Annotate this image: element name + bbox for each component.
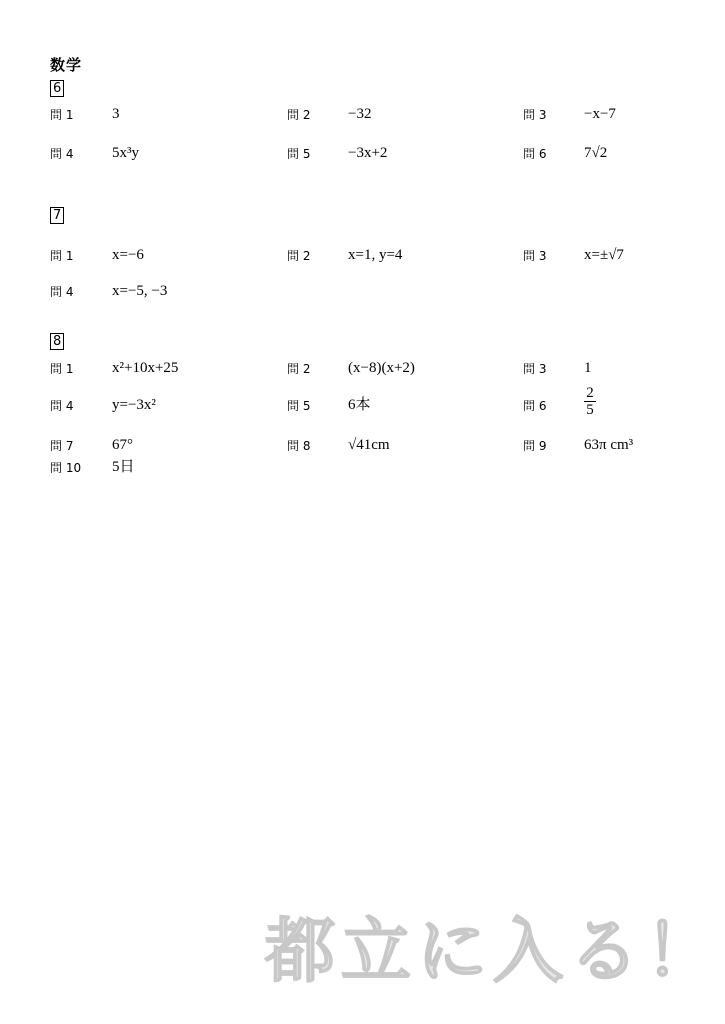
s8-q7-label: 問 7: [50, 439, 74, 453]
s8-q6-label: 問 6: [523, 399, 547, 413]
s8-q4-answer: y=−3x²: [112, 397, 156, 413]
s7-q3-label: 問 3: [523, 249, 547, 263]
s8-q2-answer: (x−8)(x+2): [348, 360, 415, 376]
s8-q8-answer: √41cm: [348, 437, 390, 453]
s8-q5-label: 問 5: [287, 399, 311, 413]
s6-q6-label: 問 6: [523, 147, 547, 161]
s6-q4-answer: 5x³y: [112, 145, 139, 161]
watermark: 都立に入る！: [265, 910, 721, 992]
section-7-number: 7: [50, 207, 64, 224]
s7-q1-answer: x=−6: [112, 247, 144, 263]
s7-q2-label: 問 2: [287, 249, 311, 263]
s7-q2-answer: x=1, y=4: [348, 247, 403, 263]
s6-q5-answer: −3x+2: [348, 145, 388, 161]
s8-q10-answer: 5日: [112, 459, 135, 475]
fraction-numerator: 2: [586, 385, 594, 401]
s6-q1-label: 問 1: [50, 108, 74, 122]
s6-q3-answer: −x−7: [584, 106, 616, 122]
section-8-number: 8: [50, 333, 64, 350]
s7-q1-label: 問 1: [50, 249, 74, 263]
s8-q9-label: 問 9: [523, 439, 547, 453]
s6-q4-label: 問 4: [50, 147, 74, 161]
s8-q2-label: 問 2: [287, 362, 311, 376]
s8-q3-label: 問 3: [523, 362, 547, 376]
s8-q1-label: 問 1: [50, 362, 74, 376]
s8-q7-answer: 67°: [112, 437, 133, 453]
s8-q9-answer: 63π cm³: [584, 437, 634, 453]
s8-q6-fraction: [584, 385, 596, 418]
s7-q4-label: 問 4: [50, 285, 74, 299]
s6-q5-label: 問 5: [287, 147, 311, 161]
s8-q10-label: 問 10: [50, 461, 82, 475]
s6-q6-answer: 7√2: [584, 145, 608, 161]
fraction-denominator: 5: [586, 402, 594, 418]
s6-q2-label: 問 2: [287, 108, 311, 122]
s8-q3-answer: 1: [584, 360, 592, 376]
s7-q4-answer: x=−5, −3: [112, 283, 168, 299]
section-6-number: 6: [50, 80, 64, 97]
s8-q5-answer: 6本: [348, 397, 371, 413]
s6-q3-label: 問 3: [523, 108, 547, 122]
page-title: 数学: [50, 56, 83, 74]
s7-q3-answer: x=±√7: [584, 247, 624, 263]
s8-q8-label: 問 8: [287, 439, 311, 453]
s8-q1-answer: x²+10x+25: [112, 360, 179, 376]
s8-q4-label: 問 4: [50, 399, 74, 413]
s6-q1-answer: 3: [112, 106, 120, 122]
s6-q2-answer: −32: [348, 106, 372, 122]
